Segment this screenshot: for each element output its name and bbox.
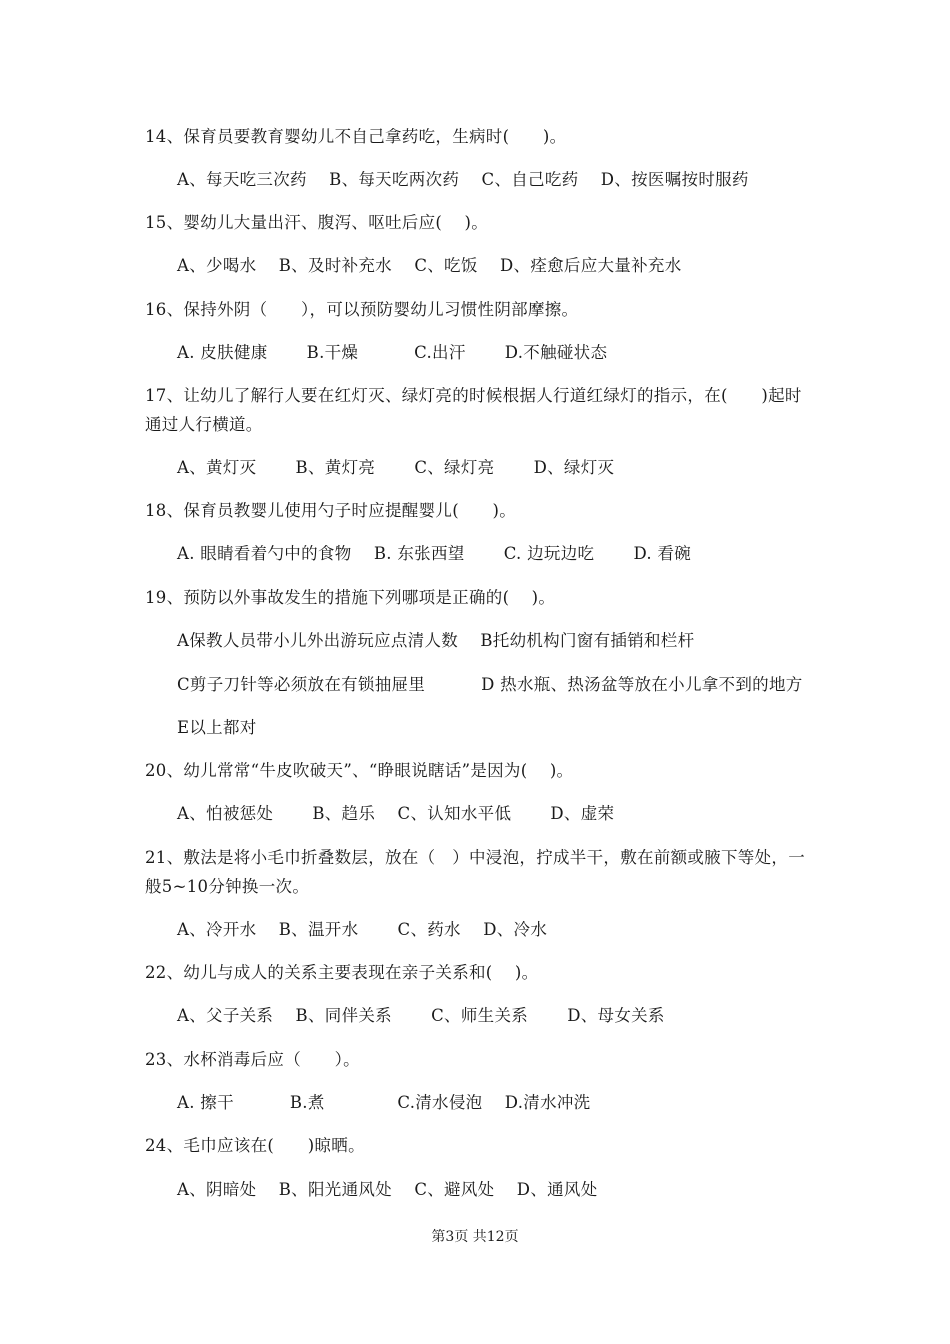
options-23: A. 擦干 B.煮 C.清水侵泡 D.清水冲洗 [177,1093,591,1112]
question-23: 23、水杯消毒后应（ ）。 [145,1050,360,1069]
options-16: A. 皮肤健康 B.干燥 C.出汗 D.不触碰状态 [177,343,608,362]
options-24: A、阴暗处 B、阳光通风处 C、避风处 D、通风处 [177,1180,598,1199]
question-21: 21、敷法是将小毛巾折叠数层，放在（ ）中浸泡，拧成半干，敷在前额或腋下等处，一 [145,848,805,867]
question-24: 24、毛巾应该在( )晾晒。 [145,1136,365,1155]
question-16: 16、保持外阴（ ），可以预防婴幼儿习惯性阴部摩擦。 [145,300,579,319]
options-15: A、少喝水 B、及时补充水 C、吃饭 D、痊愈后应大量补充水 [177,256,682,275]
options-19-a-b: A保教人员带小儿外出游玩应点清人数 B托幼机构门窗有插销和栏杆 [177,631,695,650]
question-19: 19、预防以外事故发生的措施下列哪项是正确的( )。 [145,588,556,607]
options-17: A、黄灯灭 B、黄灯亮 C、绿灯亮 D、绿灯灭 [177,458,615,477]
question-22: 22、幼儿与成人的关系主要表现在亲子关系和( )。 [145,963,539,982]
question-17: 17、让幼儿了解行人要在红灯灭、绿灯亮的时候根据人行道红绿灯的指示，在( )起时 [145,386,802,405]
question-20: 20、幼儿常常“牛皮吹破天”、“睁眼说瞎话”是因为( )。 [145,761,574,780]
options-20: A、怕被惩处 B、趋乐 C、认知水平低 D、虚荣 [177,804,615,823]
options-19-e: E以上都对 [177,718,257,737]
page-number-footer: 第3页 共12页 [431,1229,519,1245]
options-21: A、冷开水 B、温开水 C、药水 D、冷水 [177,920,548,939]
options-18: A. 眼睛看着勺中的食物 B. 东张西望 C. 边玩边吃 D. 看碗 [177,544,692,563]
question-15: 15、婴幼儿大量出汗、腹泻、呕吐后应( )。 [145,213,489,232]
options-22: A、父子关系 B、同伴关系 C、师生关系 D、母女关系 [177,1006,665,1025]
question-14: 14、保育员要教育婴幼儿不自己拿药吃，生病时( )。 [145,127,567,146]
options-19-c-d: C剪子刀针等必须放在有锁抽屉里 D 热水瓶、热汤盆等放在小儿拿不到的地方 [177,675,803,694]
question-18: 18、保育员教婴儿使用勺子时应提醒婴儿( )。 [145,501,517,520]
question-21-continued: 般5~10分钟换一次。 [145,877,310,896]
options-14: A、每天吃三次药 B、每天吃两次药 C、自己吃药 D、按医嘱按时服药 [177,170,749,189]
question-17-continued: 通过人行横道。 [145,415,263,434]
